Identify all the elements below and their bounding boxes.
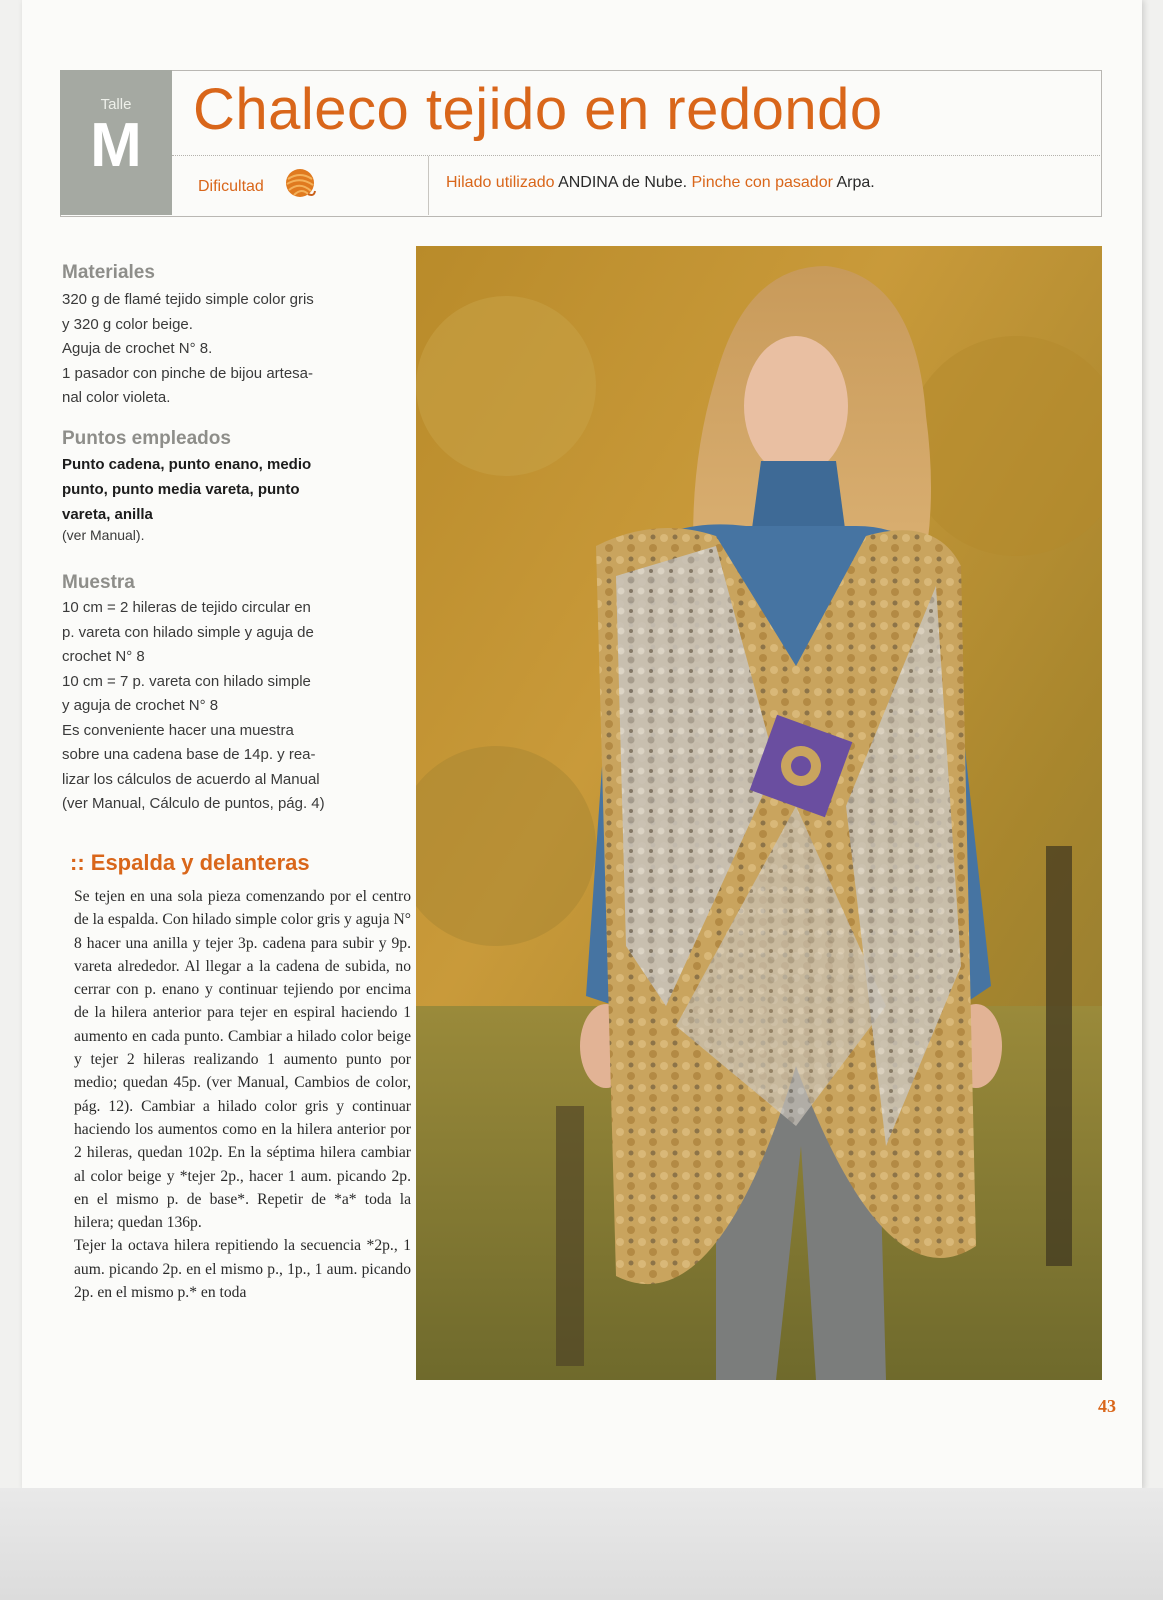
muestra-line: crochet N° 8	[62, 648, 145, 665]
model-photo	[416, 246, 1102, 1380]
muestra-line: y aguja de crochet N° 8	[62, 697, 219, 714]
muestra-line: 10 cm = 2 hileras de tejido circular en	[62, 599, 311, 616]
materiales-line: y 320 g color beige.	[62, 315, 193, 333]
puntos-line: Punto cadena, punto enano, medio	[62, 456, 312, 473]
materiales-line: 1 pasador con pinche de bijou artesa-	[62, 364, 314, 382]
header-divider	[172, 155, 1100, 156]
page-number: 43	[1098, 1396, 1116, 1416]
puntos-list	[62, 452, 407, 527]
size-value: M	[90, 111, 142, 180]
header-vertical-divider	[428, 156, 429, 215]
muestra-line: Es conveniente hacer una muestra	[62, 721, 294, 739]
muestra-line: sobre una cadena base de 14p. y rea-	[62, 746, 316, 763]
pin-value: Arpa.	[836, 174, 875, 191]
page-title: Chaleco tejido en redondo	[193, 77, 883, 142]
muestra-line: lizar los cálculos de acuerdo al Manual	[62, 770, 320, 788]
puntos-heading: Puntos empleados	[62, 428, 231, 449]
materiales-heading: Materiales	[62, 262, 155, 283]
size-label: Talle	[100, 96, 132, 113]
materiales-list	[62, 288, 407, 411]
puntos-line: vareta, anilla	[62, 506, 153, 523]
muestra-line: p. vareta con hilado simple y aguja de	[62, 623, 314, 641]
muestra-heading: Muestra	[62, 572, 135, 593]
espalda-paragraph: Tejer la octava hilera repitiendo la secuencia *2p., 1 aum. picando 2p. en el mismo p., 1p., 1 aum. picando 2p. en el mismo p.* en toda	[74, 1237, 411, 1302]
yarn-ball-icon	[284, 167, 316, 199]
size-badge	[60, 70, 172, 215]
yarn-info	[446, 174, 875, 192]
muestra-list	[62, 596, 407, 817]
espalda-paragraph: Se tejen en una sola pieza comenzando por el centro de la espalda. Con hilado simple color gris y aguja N° 8 hacer una anilla y tejer 3p. cadena para subir y 9p. vareta alrededor. Al llegar a la cadena de subida, no cerrar con p. enano y continuar tejiendo por encima de la hilera anterior para tejer en espiral haciendo 1 aumento en cada punto. Cambiar a hilado color beige y tejer 2 hileras realizando 1 aumento punto por medio; quedan 45p. (ver Manual, Cambios de color, pág. 12). Cambiar a hilado color gris y continuar haciendo los aumentos como en la hilera anterior por 2 hileras, quedan 102p. En la séptima hilera cambiar al color beige y *tejer 2p., hacer 1 aum. picando 2p. en el mismo p. de base*. Repetir de *a* toda la hilera; quedan 136p.	[74, 888, 411, 1232]
muestra-line: (ver Manual, Cálculo de puntos, pág. 4)	[62, 795, 325, 812]
materiales-line: Aguja de crochet N° 8.	[62, 340, 213, 357]
espalda-text	[74, 885, 411, 1304]
puntos-line: punto, punto media vareta, punto	[62, 481, 300, 498]
yarn-value: ANDINA de Nube.	[558, 174, 688, 191]
materiales-line: nal color violeta.	[62, 389, 171, 406]
yarn-label: Hilado utilizado	[446, 174, 555, 191]
puntos-section	[62, 428, 407, 543]
espalda-heading: :: Espalda y delanteras	[70, 850, 310, 875]
scan-background	[0, 1488, 1163, 1600]
difficulty-label: Dificultad	[198, 178, 264, 195]
puntos-note: (ver Manual).	[62, 527, 145, 543]
muestra-section	[62, 572, 407, 817]
materiales-line: 320 g de flamé tejido simple color gris	[62, 291, 314, 308]
pin-label: Pinche con pasador	[691, 174, 833, 191]
muestra-line: 10 cm = 7 p. vareta con hilado simple	[62, 672, 311, 690]
materiales-section	[62, 262, 407, 411]
